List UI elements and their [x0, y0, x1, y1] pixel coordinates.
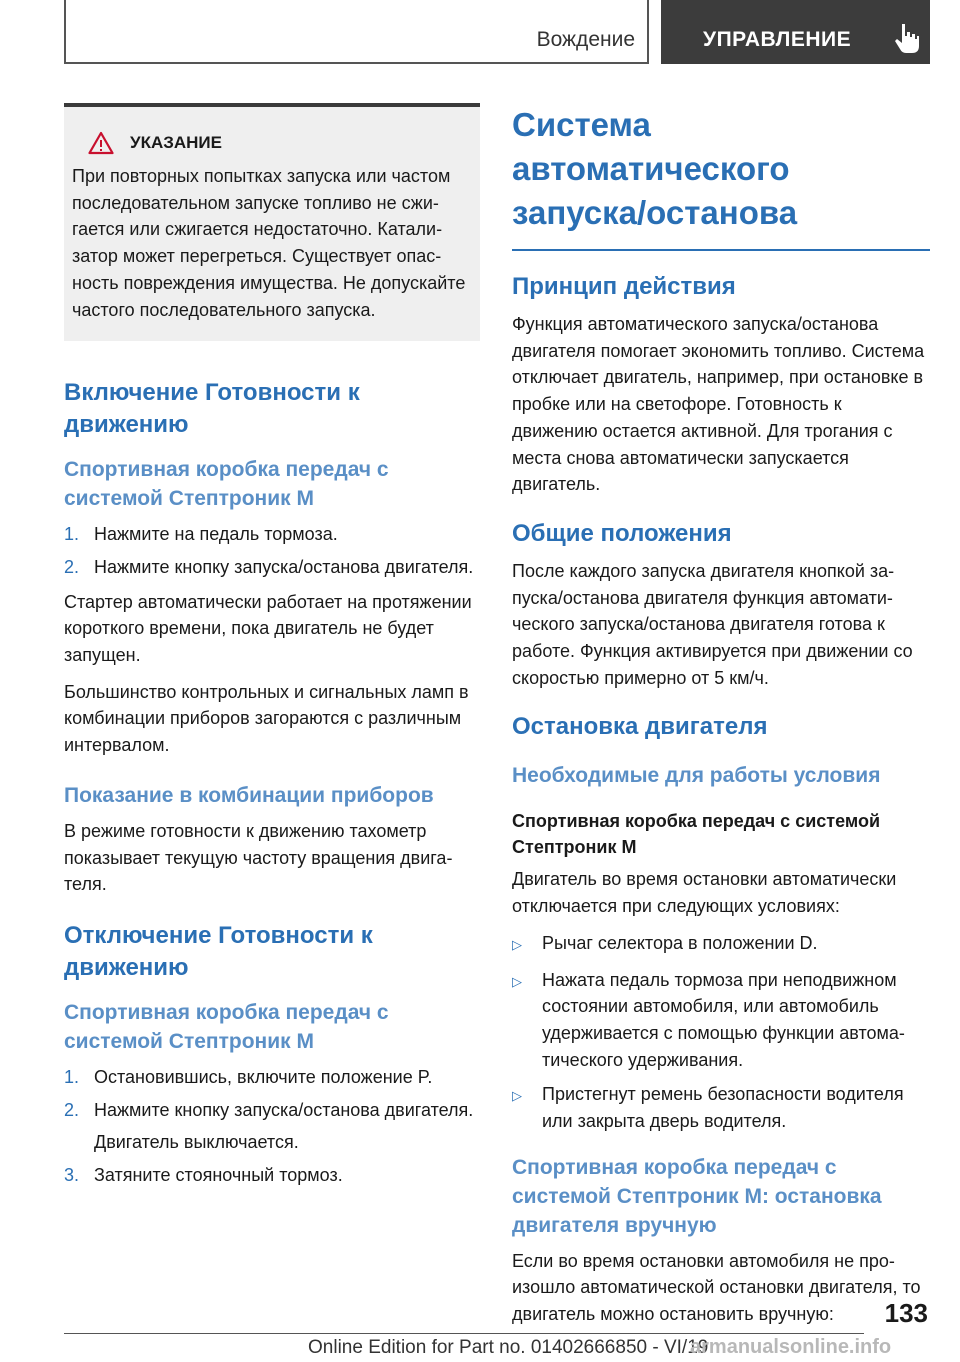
- subheading-manual-stop: Спортивная коробка передач с системой Стептроник M: остановка двигателя вручную: [512, 1155, 882, 1237]
- paragraph-transmission: Двигатель во время остановки автоматически отключается при следующих условиях:: [512, 869, 897, 917]
- heading-principle: Принцип действия: [512, 273, 736, 300]
- section-tab: [64, 0, 649, 64]
- triangle-bullet-icon: ▷: [512, 1088, 522, 1104]
- list-item: 1. Остановившись, включите положение P.: [64, 1066, 433, 1087]
- footer-divider: [64, 1333, 864, 1334]
- hand-pointer-icon: [894, 22, 920, 54]
- right-column: [512, 103, 930, 1338]
- conditions-list: [512, 930, 930, 1135]
- warning-title: УКАЗАНИЕ: [130, 133, 222, 152]
- subheading-conditions: Необходимые для работы условия: [512, 764, 881, 788]
- chapter-tab: [661, 0, 930, 64]
- triangle-bullet-icon: ▷: [512, 936, 522, 952]
- paragraph-display: В режиме готовности к движению тахометр показывает текущую частоту вращения двигателя.: [64, 820, 453, 895]
- list-item: 2. Нажмите кнопку запуска/останова двигателя.: [64, 1099, 474, 1120]
- paragraph-general: После каждого запуска двигателя кнопкой запуска/останова двигателя функция автоматического запуска/останова двигателя готова к работе. Функция активируется при движении со скоростью примерно от 5 км/ч.: [512, 560, 913, 688]
- subheading-ready-off-trans: Спортивная коробка передач с системой Стептроник M: [64, 1000, 389, 1053]
- subheading-transmission: Спортивная коробка передач с системой Стептроник M: [512, 811, 881, 858]
- list-item: 2. Нажмите кнопку запуска/останова двигателя.: [64, 556, 474, 577]
- warning-box: [64, 103, 480, 341]
- section-title: Система автоматического запуска/останова: [512, 103, 930, 251]
- list-item: 1. Нажмите на педаль тормоза.: [64, 524, 338, 545]
- left-column: [64, 103, 480, 1197]
- paragraph-principle: Функция автоматического запуска/останова двигателя помогает экономить топливо. Система отключает двигатель, например, при остановке в пробке или на светофоре. Готовность к движению остается активной. Для трогания с места снова автоматически запускается двигатель.: [512, 314, 925, 495]
- heading-stop: Остановка двигателя: [512, 713, 768, 741]
- step-note: Двигатель выключается.: [94, 1132, 299, 1153]
- edition-text: Online Edition for Part no. 01402666850 - VI/19: [308, 1337, 709, 1358]
- list-item: ▷ Нажата педаль тормоза при неподвижном состоянии автомобиля, или автомобиль удерживается с помощью функции автоматического удерживания.: [512, 967, 930, 1074]
- warning-title-row: [72, 131, 466, 155]
- heading-general: Общие положения: [512, 519, 732, 547]
- list-item: ▷ Пристегнут ремень безопасности водителя или закрыта дверь водителя.: [512, 1081, 930, 1134]
- subheading-ready-on-trans: Спортивная коробка передач с системой Стептроник M: [64, 458, 389, 511]
- page-number: 133: [884, 1298, 928, 1328]
- subheading-display: Показание в комбинации приборов: [64, 783, 434, 807]
- warning-triangle-icon: [88, 131, 114, 155]
- chapter-label: УПРАВЛЕНИЕ: [703, 28, 852, 51]
- warning-text: При повторных попытках запуска или частом последовательном запуске топливо не сжигается или сжигается недостаточно. Катализатор может перегреться. Существует опасность повреждения имущества. Не допускайте частого последовательного запуска.: [72, 166, 466, 320]
- list-item: ▷ Рычаг селектора в положении D.: [512, 930, 930, 959]
- steps-ready-off: [64, 1064, 480, 1189]
- paragraph-starter: Стартер автоматически работает на протяжении короткого времени, пока двигатель не будет запущен.: [64, 591, 472, 666]
- heading-ready-on: Включение Готовности к движению: [64, 379, 360, 439]
- triangle-bullet-icon: ▷: [512, 973, 522, 989]
- steps-ready-on: [64, 521, 480, 580]
- watermark: armanualsonline.info: [690, 1336, 892, 1358]
- list-item: 3. Затяните стояночный тормоз.: [64, 1165, 343, 1186]
- paragraph-manual-stop: Если во время остановки автомобиля не произошло автоматической остановки двигателя, то двигатель можно остановить вручную:: [512, 1250, 921, 1325]
- section-label: Вождение: [536, 28, 635, 51]
- heading-ready-off: Отключение Готовности к движению: [64, 921, 373, 981]
- paragraph-lamps: Большинство контрольных и сигнальных ламп в комбинации приборов загораются с различным интервалом.: [64, 681, 469, 756]
- page-header: [64, 0, 930, 64]
